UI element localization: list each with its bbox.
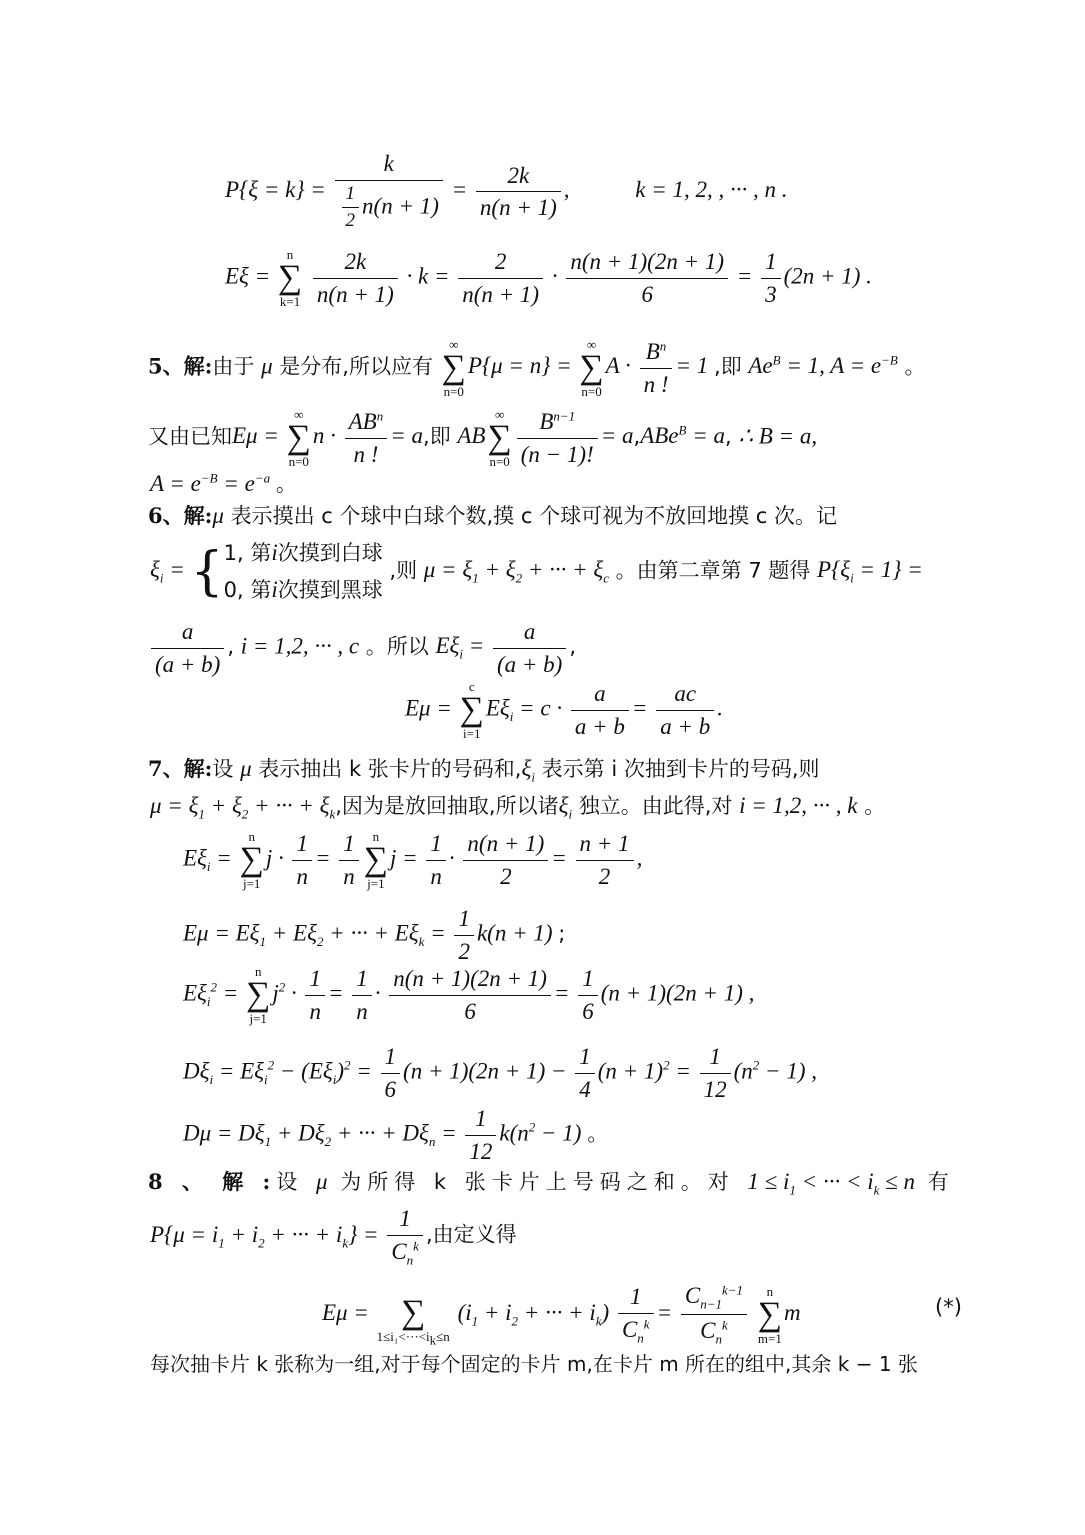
problem8-line1: 8 、 解 :设 μ 为所得 k 张卡片上号码之和。对 $1 \le i_1$ < ··· < $i_k \le n$ 有 bbox=[148, 1169, 955, 1198]
problem6-line2: $\xi_i = \{1$, 第i次摸到白球 0, 第i次摸到黑球 ,则 $\mu = \xi_1 + \xi_2$ + ··· + $\xi_c$ 。由第二章第 7 题得 $P\{\xi_i = 1\}$ = bbox=[150, 540, 923, 602]
problem8-label: 8 、 解 : bbox=[148, 1169, 277, 1194]
problem7-eq5: $D\mu = D\xi_1 + D\xi_2$ + ··· + $D\xi_n$ = $\frac{1}{12}$ $k(n^2 - 1)$ 。 bbox=[183, 1106, 609, 1164]
problem7-eq2: $E\mu = E\xi_1 + E\xi_2$ + ··· + $E\xi_k$ = $\frac{1}{2}$ k(n + 1) ; bbox=[183, 906, 566, 964]
problem5-line1: 5、解:由于 μ 是分布,所以应有 ∞ ∑ n=0 P{μ = n} = ∞ ∑ n=0 A · $\frac{B^n}{n !}$ = 1 ,即 $Ae^B = 1$, $A = e^{-B}$ 。 bbox=[148, 337, 926, 400]
problem6-line1: 6、解:μ 表示摸出 c 个球中白球个数,摸 c 个球可视为不放回地摸 c 次。记 bbox=[148, 503, 837, 528]
problem8-equation: Eμ = ∑ $1\le i_1<\cdot\cdot\cdot<i_k\le n$ ($i_1 + i_2$ + ··· + $i_k$) $\frac{1}{C_n^k}$ = $\frac{C_{n-1}^{k-1}}{C_n^k}$ n ∑ m=1 m bbox=[322, 1282, 801, 1348]
problem7-line2: $\mu = \xi_1 + \xi_2$ + ··· + $\xi_k$,因为是放回抽取,所以诸$\xi_i$ 独立。由此得,对 i = 1,2, ··· , k 。 bbox=[150, 793, 886, 822]
problem7-eq1: $E\xi_i$ = n ∑ j=1 j · $\frac{1}{n}$ = $\frac{1}{n}$ n ∑ j=1 j = $\frac{1}{n}$ · $\frac{n(n + 1)}{2}$ = $\frac{n + 1}{2}$ , bbox=[183, 829, 643, 892]
problem8-line2: $P\{\mu = i_1 + i_2$ + ··· + $i_k$} = $\frac{1}{C_n^k}$ ,由定义得 bbox=[150, 1206, 517, 1268]
problem7-label: 7、解: bbox=[148, 756, 213, 781]
problem8-star: (*) bbox=[935, 1295, 962, 1319]
problem8-line3: 每次抽卡片 k 张称为一组,对于每个固定的卡片 m,在卡片 m 所在的组中,其余 k − 1 张 bbox=[150, 1352, 918, 1376]
problem7-eq4: $D\xi_i = E\xi_i^2 - (E\xi_i)^2$ = $\frac{1}{6}$ (n + 1)(2n + 1) − $\frac{1}{4}$ $(n + 1)^2$ = $\frac{1}{12}$ $(n^2 - 1)$ , bbox=[183, 1044, 817, 1102]
problem5-line2: 又由已知Eμ = ∞ ∑ n=0 n · $\frac{AB^n}{n !}$ = a,即 AB ∞ ∑ n=0 $\frac{B^{n-1}}{(n - 1)!}$ = a,ABe$^B$ = a, ∴ B = a, bbox=[148, 407, 818, 470]
problem6-label: 6、解: bbox=[148, 503, 213, 528]
problem6-equation: Eμ = c ∑ i=1 $E\xi_i = c$ · $\frac{a}{a + b}$ = $\frac{ac}{a + b}$ . bbox=[405, 679, 723, 742]
problem7-line1: 7、解:设 μ 表示抽出 k 张卡片的号码和$,\xi_i$ 表示第 i 次抽到卡片的号码,则 bbox=[148, 756, 820, 785]
problem8-text2: ,由定义得 bbox=[425, 1222, 517, 1247]
problem6-line3: $\frac{a}{(a + b)}$ , i = 1,2, ··· , c 。所以 $E\xi_i$ = $\frac{a}{(a + b)}$ , bbox=[148, 618, 576, 678]
formula-p-xi: P{ξ = k} = k $\frac{1}{2}$ n(n + 1) = $\frac{2k}{n(n + 1)}$ , k = 1, 2, , ··· , n . bbox=[225, 151, 788, 232]
formula-e-xi: Eξ = n ∑ k=1 $\frac{2k}{n(n + 1)}$ · k = $\frac{2}{n(n + 1)}$ · $\frac{n(n + 1)(2n + 1)}{6}$ = $\frac{1}{3}$ (2n + 1) . bbox=[225, 247, 872, 310]
problem7-eq3: $E\xi_i^2$ = n ∑ j=1 $j^2$ · $\frac{1}{n}$ = $\frac{1}{n}$ · $\frac{n(n + 1)(2n + 1)}{6}$ = $\frac{1}{6}$ (n + 1)(2n + 1) , bbox=[183, 964, 755, 1027]
problem5-label: 5、解: bbox=[148, 353, 213, 379]
problem5-line3: $A = e^{-B} = e^{-a}$ 。 bbox=[150, 470, 297, 496]
